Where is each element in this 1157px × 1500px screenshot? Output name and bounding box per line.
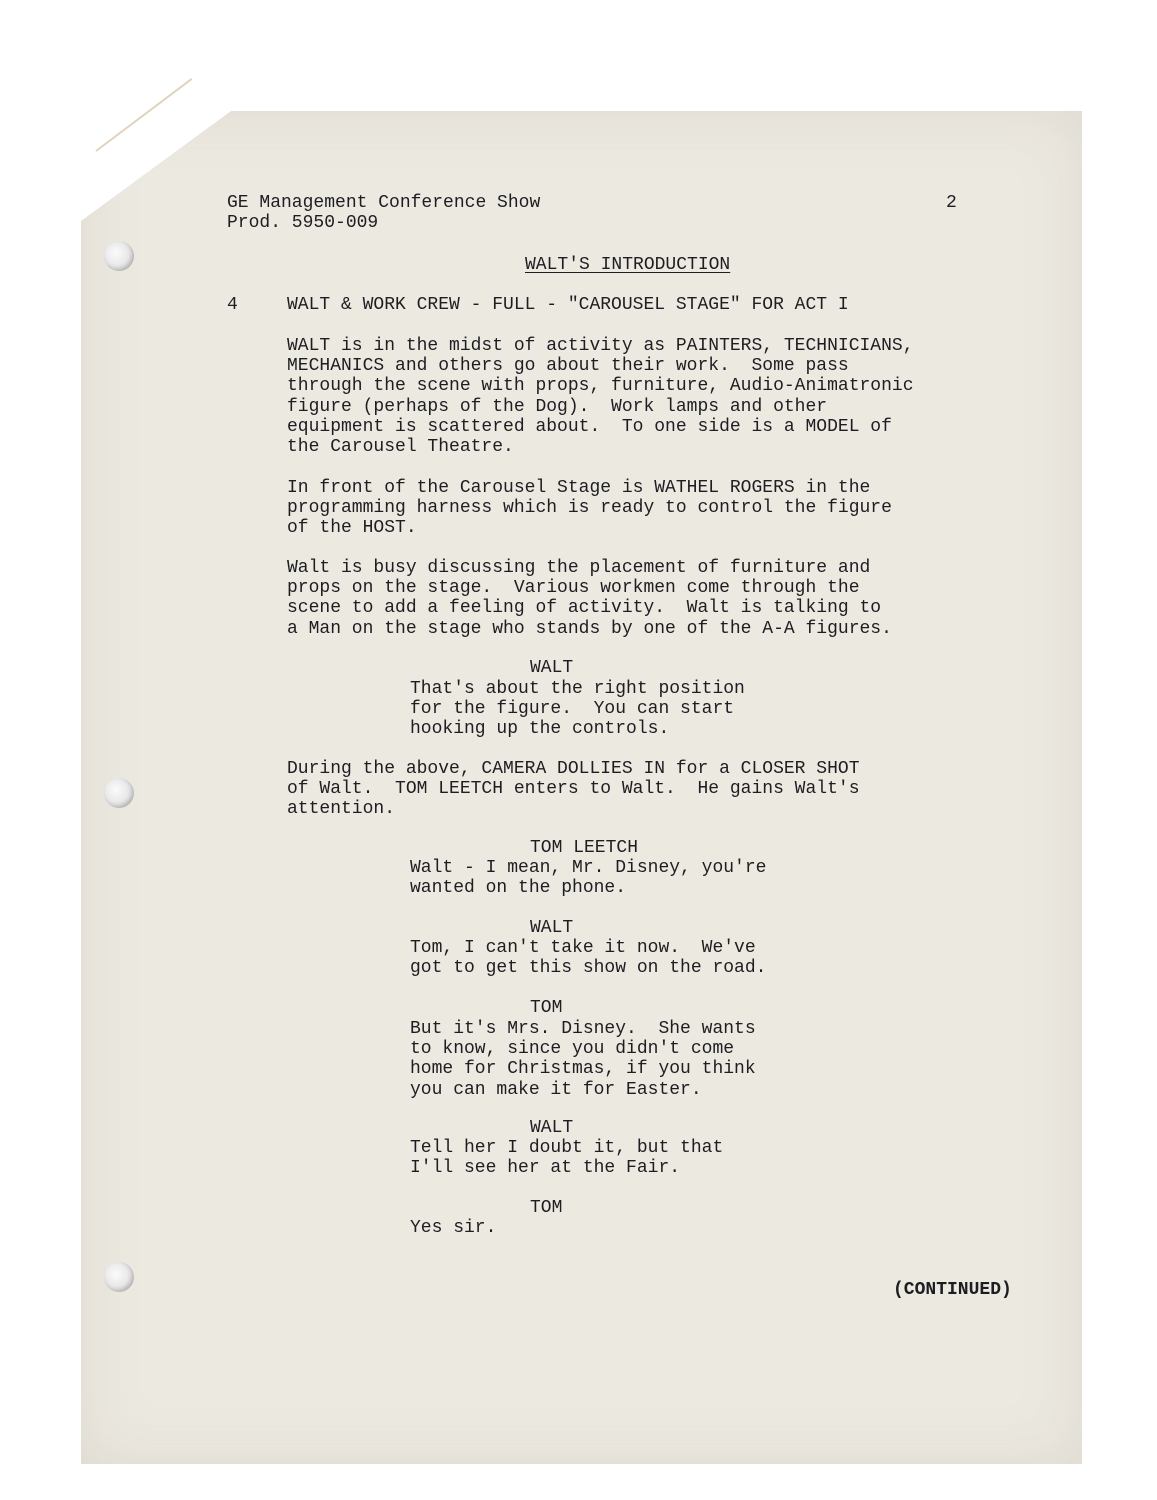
section-title: WALT'S INTRODUCTION <box>525 255 731 275</box>
binder-hole-middle <box>104 778 134 808</box>
binder-hole-top <box>104 241 134 271</box>
character-name: WALT <box>530 1118 574 1138</box>
dialogue-line: Walt - I mean, Mr. Disney, you're wanted on the phone. <box>410 858 767 899</box>
header-title: GE Management Conference Show <box>227 193 541 213</box>
action-paragraph-2: In front of the Carousel Stage is WATHEL ROGERS in the programming harness which is ready to control the figure of the HOST. <box>287 478 892 539</box>
dialogue-line: That's about the right position for the figure. You can start hooking up the controls. <box>410 679 745 740</box>
header-prod-number: Prod. 5950-009 <box>227 213 379 233</box>
character-name: TOM LEETCH <box>530 838 639 858</box>
dialogue-line: Yes sir. <box>410 1218 497 1238</box>
scene-heading: WALT & WORK CREW - FULL - "CAROUSEL STAGE" FOR ACT I <box>287 295 849 315</box>
binder-hole-bottom <box>104 1262 134 1292</box>
scene-number: 4 <box>227 295 238 315</box>
dialogue-line: But it's Mrs. Disney. She wants to know, since you didn't come home for Christmas, if you think you can make it for Easter. <box>410 1019 756 1100</box>
dialogue-line: Tell her I doubt it, but that I'll see her at the Fair. <box>410 1138 724 1179</box>
folded-corner <box>81 111 231 221</box>
continued-marker: (CONTINUED) <box>893 1280 1012 1300</box>
action-paragraph-4: During the above, CAMERA DOLLIES IN for a CLOSER SHOT of Walt. TOM LEETCH enters to Walt. He gains Walt's attention. <box>287 759 860 820</box>
dialogue-line: Tom, I can't take it now. We've got to get this show on the road. <box>410 938 767 979</box>
action-paragraph-1: WALT is in the midst of activity as PAINTERS, TECHNICIANS, MECHANICS and others go about their work. Some pass through the scene with props, furniture, Audio-Animatronic figure (perhaps of the Dog). Work lamps and other equipment is scattered about. To one side is a MODEL of the Carousel Theatre. <box>287 336 914 458</box>
character-name: TOM <box>530 1198 563 1218</box>
character-name: WALT <box>530 918 574 938</box>
page-number: 2 <box>946 193 957 213</box>
action-paragraph-3: Walt is busy discussing the placement of furniture and props on the stage. Various workmen come through the scene to add a feeling of activity. Walt is talking to a Man on the stage who stands by one of the A-A figures. <box>287 558 892 639</box>
character-name: TOM <box>530 998 563 1018</box>
character-name: WALT <box>530 658 574 678</box>
